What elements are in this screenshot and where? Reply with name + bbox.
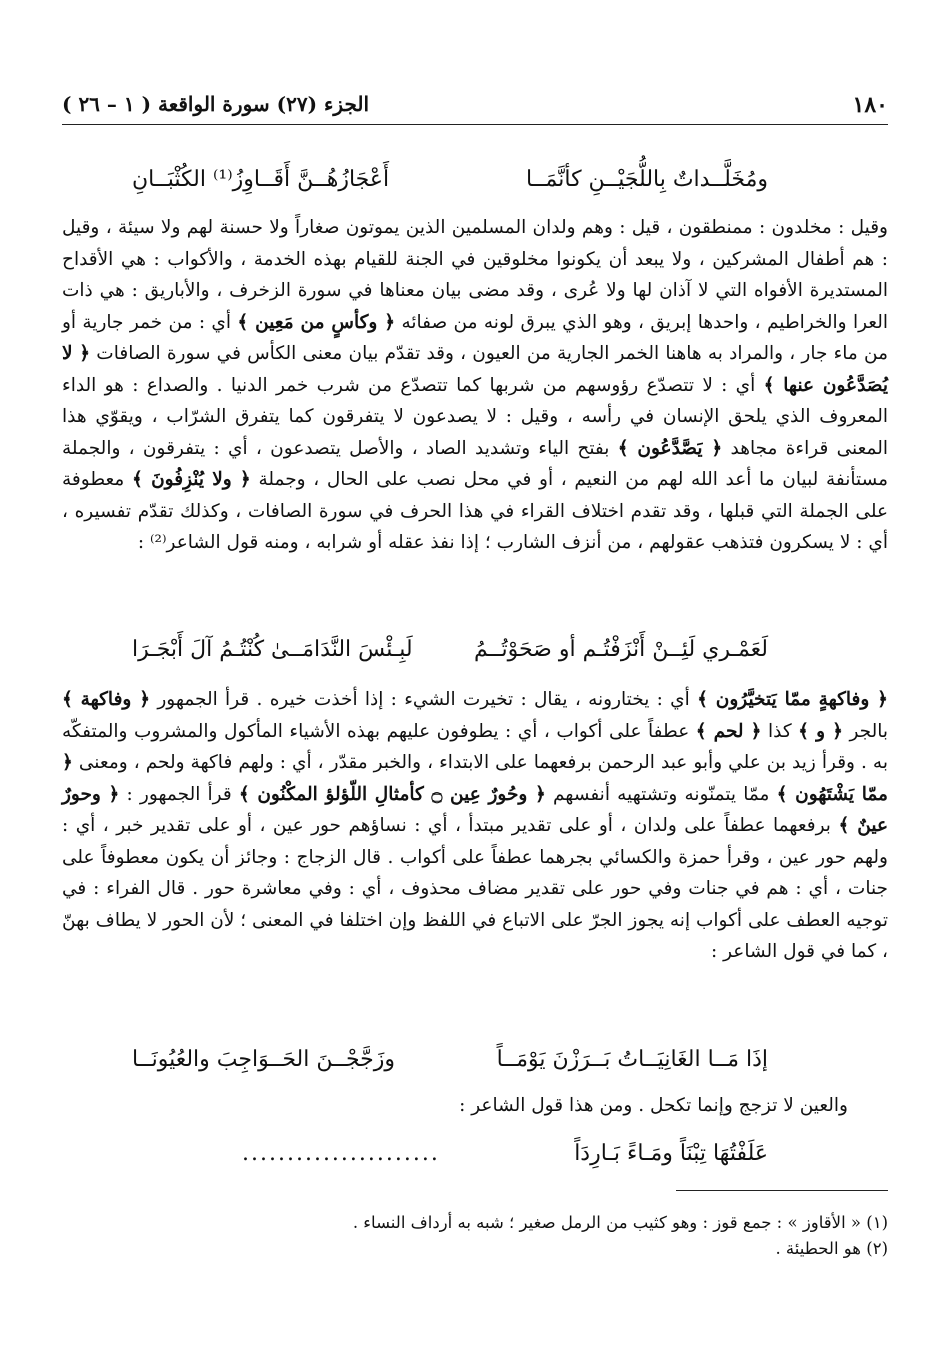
footnote-divider [676,1190,888,1191]
paragraph-text: قرأ الجمهور : [126,783,232,805]
verse-hemistich-right: لَعَمْـري لَئِــنْ أَنْزَفْتُـم أو صَحَوْتُــمُ [473,637,768,662]
paragraph-text: أي : من خمر جارية أو من ماء جار ، والمراد به هاهنا الخمر الجارية من العيون ، وقد تقدّم بيان معنى الكأس في سورة الصافات [62,311,888,364]
paragraph-text: ممّا يتمنّونه وتشتهيه أنفسهم [552,783,770,805]
quran-quote: ﴿ وحورٌ عينٌ ﴾ [62,783,888,836]
page-number: ١٨٠ [852,92,888,118]
quran-quote: ﴿ وفاكهةٍ ممّا يَتخيَّرُون ﴾ [697,689,889,710]
verse-hemistich-left: لَبِـئْسَ النَّدَامَــىٰ كُنْتُـمُ آلَ أَبْجَـرَا [132,637,413,662]
footnote: (١) « الأقاوز » : جمع قوز : وهو كثيب من الرمل صغير ؛ شبه به أرداف النساء . [352,1213,888,1232]
quran-quote: ﴿ يَصَّدَّعُون ﴾ [617,437,723,459]
poetry-verse [62,160,888,200]
quran-quote: ﴿ ولا يُنْزِفُونَ ﴾ [132,469,251,490]
quran-quote: ﴿ لحم ﴾ [695,720,762,742]
quran-quote: ﴿ ممّا يَشْتَهُون ﴾ [62,752,888,805]
poetry-verse [62,1134,888,1174]
page-header [62,90,888,125]
footnotes [62,1210,888,1262]
commentary-paragraph: والعين لا تزجج وإنما تكحل . ومن هذا قول الشاعر : [459,1095,848,1116]
commentary-paragraph [62,212,888,559]
paragraph-text: أي : لا تتصدّع رؤوسهم من شربها كما تتصدّع من شرب خمر الدنيا . والصداع : هو الداء المعروف الذي يلحق الإنسان في رأسه ، وقيل : لا يصدعون لا يتفرقون كما يتفرق الشرّاب ، ويقوّي هذا المعنى قراءة مجاهد [62,374,888,459]
verse-hemistich-left: وزَجَّجْــنَ الحَــوَاجِبَ والعُيُونَــا [132,1047,396,1072]
verse-hemistich-right: إذَا مَــا الغَانِيَــاتُ بَــرَزْنَ يَوْمَــاً [496,1047,768,1072]
quran-quote: ﴿ لا يُصَدَّعُون عنها ﴾ [62,343,888,396]
verse-ellipsis: ...................... [242,1141,440,1166]
paragraph-text: وقيل : مخلدون : ممنطقون ، قيل : وهم ولدان المسلمين الذين يموتون صغاراً ولا حسنة لهم ولا سيئة ، وقيل : هم أطفال المشركين ، ولا يبعد أن يكونوا مخلوقين في الجنة للقيام بهذه الخدمة ، والأكواب : هي الأقداح المستديرة الأفواه التي لا آذان لها ولا عُرى ، وقد مضى بيان معناها في سورة الزخرف ، والأباريق : هي ذات العرا والخراطيم ، واحدها إبريق ، وهو الذي يبرق لونه من صفائه [62,217,888,333]
paragraph-text: برفعهما عطفاً على ولدان ، أو على تقدير مبتدأ ، أي : نساؤهم حور عين ، أو على تقدير خبر ، أي : ولهم حور عين ، وقرأ حمزة والكسائي بجرهما عطفاً على أكواب . قال الزجاج : وجائز أن يكون معطوفاً على جنات ، أي : هم في جنات وفي حور على تقدير مضاف محذوف ، أي : وفي معاشرة حور . قال الفراء : في توجيه العطف على أكواب إنه يجوز الجرّ على الاتباع في اللفظ وإن اختلفا في المعنى ؛ لأن الحور لا يطاف بهنّ ، كما في قول الشاعر : [62,815,888,962]
quran-quote: ﴿ و ﴾ [798,720,843,742]
paragraph-text: كذا [767,720,792,742]
verse-hemistich-right: عَلَفْتُهَا تِبْنَاً ومَـاءً بَـارِدَاً [574,1141,768,1166]
poetry-verse [62,1040,888,1080]
verse-hemistich-left: أَعْجَازُهُــنَّ أَقَــاوِزُ⁽¹⁾ الكُثْبَــانِ [132,167,390,192]
paragraph-text: أي : يختارونه ، يقال : تخيرت الشيء : إذا أخذت خيره . قرأ الجمهور [157,689,690,710]
paragraph-text: معطوفة على الجملة التي قبلها ، وقد تقدم اختلاف القراء في هذا الحرف في سورة الصافات ، وكذلك تقدّم تفسيره ، أي : لا يسكرون فتذهب عقولهم ، من أنزف الشارب ؛ إذا نفذ عقله أو شرابه ، ومنه قول الشاعر⁽²⁾ : [62,469,888,553]
quran-quote: ﴿ وحُورٌ عِين ۝ كأمثالِ اللّؤلؤ المكْنُون ﴾ [238,783,546,805]
paragraph-text: بالجر [849,720,889,742]
footnote: (٢) هو الحطيئة . [775,1239,888,1258]
quran-quote: ﴿ وفاكهة ﴾ [62,689,151,710]
paragraph-text: بفتح الياء وتشديد الصاد ، والأصل يتصدعون ، أي : يتفرقون ، والجملة مستأنفة لبيان ما أعد الله لهم من النعيم ، أو في محل نصب على الحال ، وجملة [62,437,889,490]
paragraph-text: عطفاً على أكواب ، أي : يطوفون عليهم بهذه الأشياء المأكول والمشروب والمتفكّه به . وقرأ زيد بن علي وأبو عبد الرحمن برفعهما على الابتداء ، والخبر مقدّر ، أي : ولهم فاكهة ولحم ، ومعنى [62,720,888,773]
quran-quote: ﴿ وكأسٍ من مَعِين ﴾ [237,311,396,333]
verse-hemistich-right: ومُخَلَّــداتٌ بِاللُّجَيْــنِ كأنَّمَــا [525,167,768,192]
running-title: الجزء (٢٧) سورة الواقعة ( ١ – ٢٦ ) [62,92,370,116]
poetry-verse [62,630,888,670]
commentary-paragraph [62,684,888,968]
